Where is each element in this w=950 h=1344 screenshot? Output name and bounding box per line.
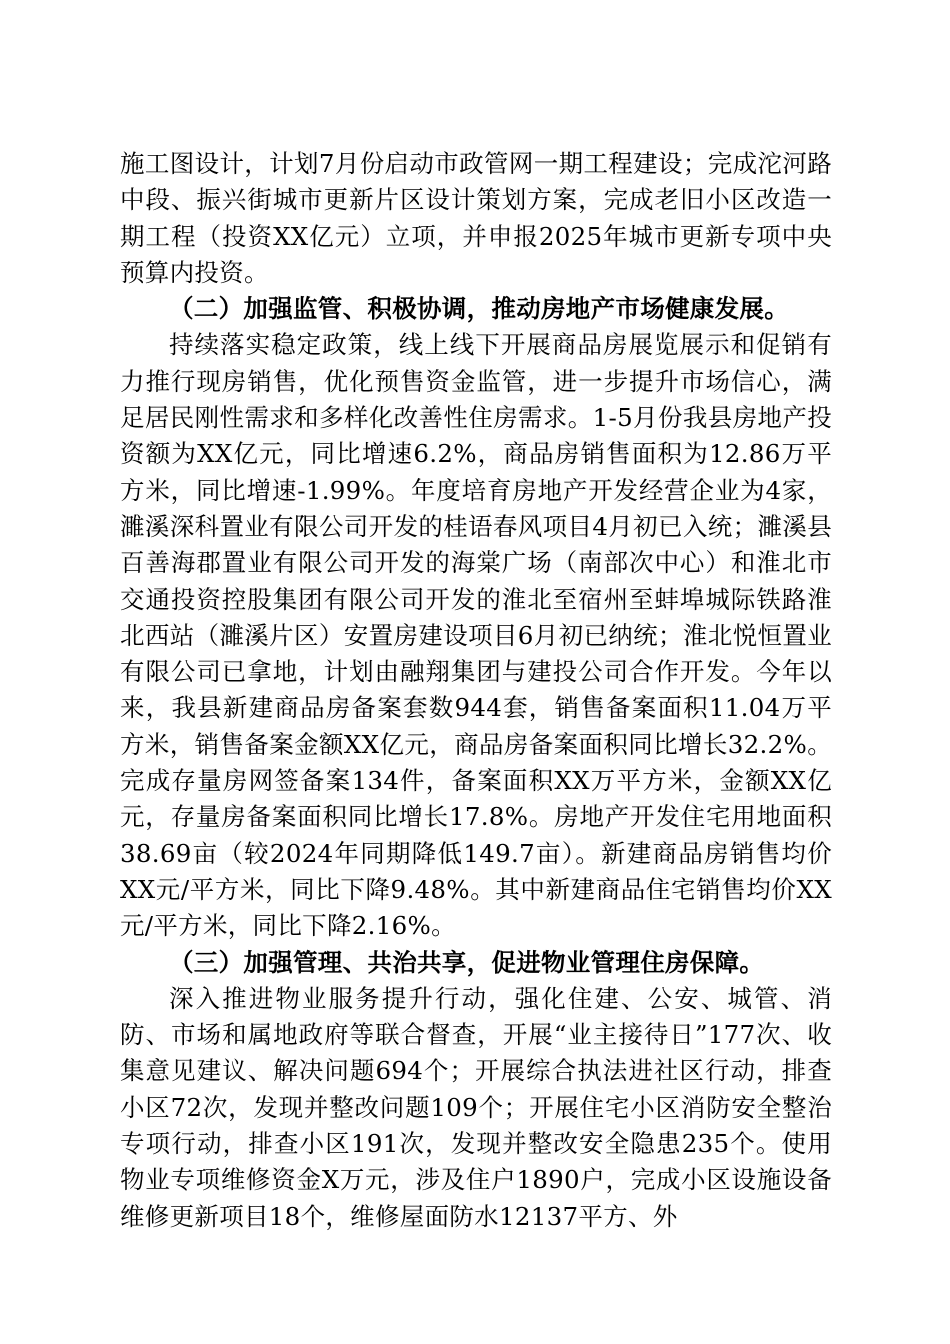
- section-heading: （三）加强管理、共治共享，促进物业管理住房保障。: [169, 947, 765, 977]
- section-heading: （二）加强监管、积极协调，推动房地产市场健康发展。: [169, 294, 789, 324]
- body-paragraph: 深入推进物业服务提升行动，强化住建、公安、城管、消防、市场和属地政府等联合督查，开展“业主接待日”177次、收集意见建议、解决问题694个；开展综合执法进社区行动，排查小区72次，发现并整改问题109个；开展住宅小区消防安全整治专项行动，排查小区191次，发现并整改安全隐患235个。使用物业专项维修资金X万元，涉及住户1890户，完成小区设施设备维修更新项目18个，维修屋面防水12137平方、外: [120, 983, 832, 1231]
- body-paragraph: 施工图设计，计划7月份启动市政管网一期工程建设；完成沱河路中段、振兴街城市更新片区设计策划方案，完成老旧小区改造一期工程（投资XX亿元）立项，并申报2025年城市更新专项中央预算内投资。: [120, 149, 832, 287]
- body-paragraph: 持续落实稳定政策，线上线下开展商品房展览展示和促销有力推行现房销售，优化预售资金监管，进一步提升市场信心，满足居民刚性需求和多样化改善性住房需求。1-5月份我县房地产投资额为XX亿元，同比增速6.2%，商品房销售面积为12.86万平方米，同比增速-1.99%。年度培育房地产开发经营企业为4家，濉溪深科置业有限公司开发的桂语春风项目4月初已入统；濉溪县百善海郡置业有限公司开发的海棠广场（南部次中心）和淮北市交通投资控股集团有限公司开发的淮北至宿州至蚌埠城际铁路淮北西站（濉溪片区）安置房建设项目6月初已纳统；淮北悦恒置业有限公司已拿地，计划由融翔集团与建投公司合作开发。今年以来，我县新建商品房备案套数944套，销售备案面积11.04万平方米，销售备案金额XX亿元，商品房备案面积同比增长32.2%。完成存量房网签备案134件，备案面积XX万平方米，金额XX亿元，存量房备案面积同比增长17.8%。房地产开发住宅用地面积38.69亩（较2024年同期降低149.7亩）。新建商品房销售均价XX元/平方米，同比下降9.48%。其中新建商品住宅销售均价XX元/平方米，同比下降2.16%。: [120, 330, 832, 941]
- document-body: [120, 146, 832, 1235]
